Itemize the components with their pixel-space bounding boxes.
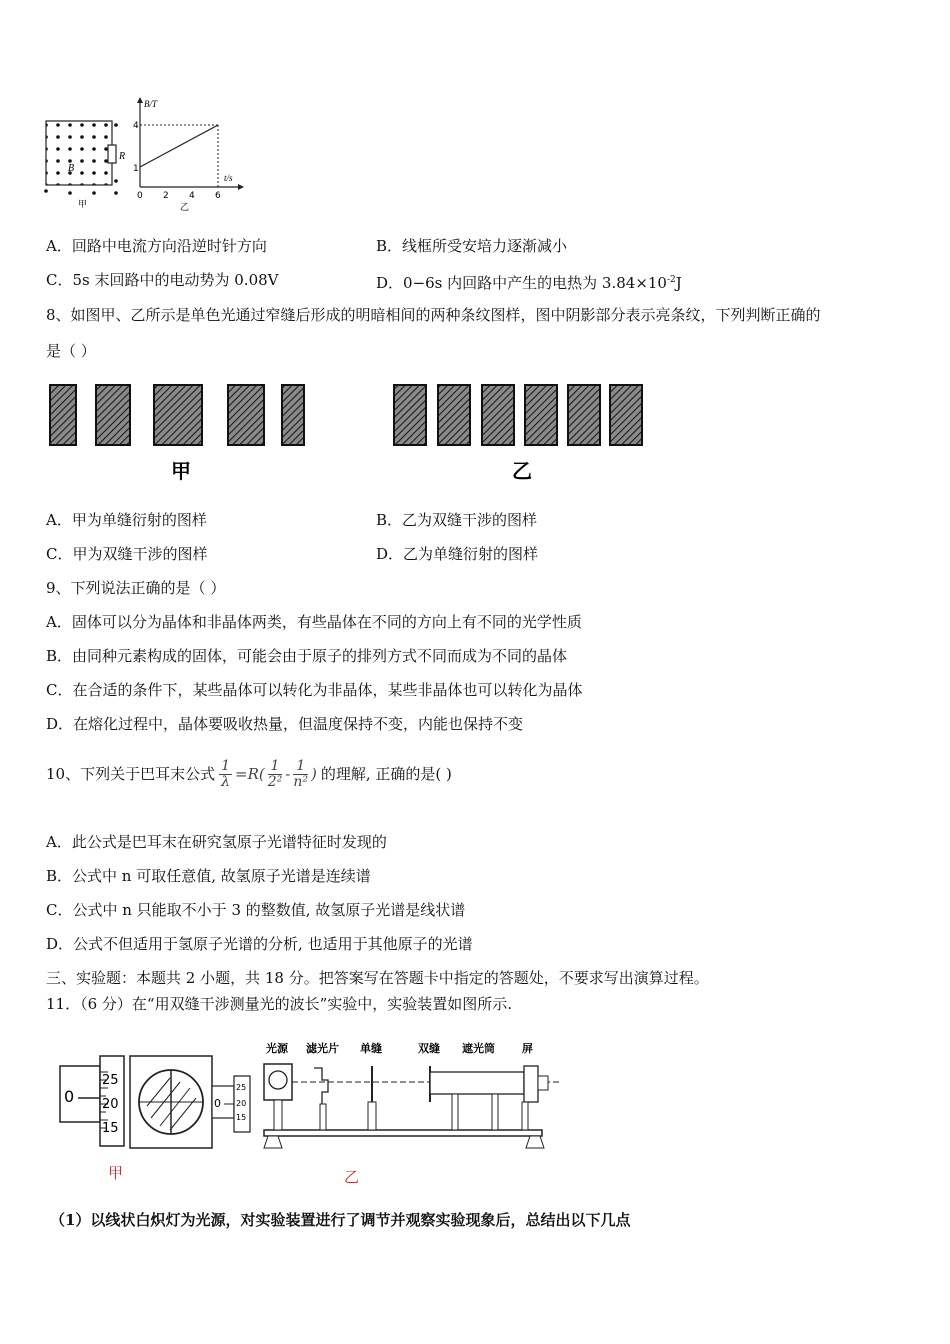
q10-stem-suffix: 的理解, 正确的是( )	[320, 765, 452, 783]
x-tick-2: 2	[163, 191, 169, 201]
q10-option-b: B．公式中 n 可取任意值, 故氢原子光谱是连续谱	[46, 867, 371, 885]
q9-option-a: A．固体可以分为晶体和非晶体两类，有些晶体在不同的方向上有不同的光学性质	[46, 613, 582, 631]
q11-part1: （1）以线状白炽灯为光源，对实验装置进行了调节并观察实验现象后，总结出以下几点	[50, 1211, 631, 1229]
fringe-jia-1	[50, 385, 76, 445]
q7-option-d	[376, 270, 682, 293]
q7-figure	[40, 95, 260, 215]
q9-stem: 9、下列说法正确的是（ ）	[46, 579, 226, 597]
b-t-line	[140, 125, 218, 167]
q11-figure	[52, 1036, 572, 1196]
gauge-small-tick-20: 20	[236, 1099, 247, 1108]
q7-option-d-exp: -2	[666, 275, 676, 285]
optical-bench	[264, 1130, 542, 1136]
gauge-big-tick-25: 25	[102, 1073, 119, 1088]
q7-option-d-text: D．0−6s 内回路中产生的电热为 3.84×10	[376, 274, 667, 292]
gauge-small-tick-25: 25	[236, 1083, 247, 1092]
q8-left-label: 甲	[171, 459, 191, 483]
q10-option-d: D．公式不但适用于氢原子光谱的分析, 也适用于其他原子的光谱	[46, 935, 473, 953]
q8-option-a: A．甲为单缝衍射的图样	[46, 511, 207, 529]
q9-option-d: D．在熔化过程中，晶体要吸收热量，但温度保持不变，内能也保持不变	[46, 715, 524, 733]
balmer-formula	[219, 752, 317, 796]
formula-term2: $\frac{1}{\text{n²}}$	[293, 757, 308, 790]
x-tick-4: 4	[189, 191, 195, 201]
formula-close: )	[310, 765, 317, 783]
q10-stem	[46, 752, 452, 796]
fringe-jia-2	[96, 385, 130, 445]
gauge-small-tick-15: 15	[236, 1113, 247, 1122]
gauge-big-zero: 0	[64, 1087, 75, 1106]
q10-stem-prefix: 10、下列关于巴耳末公式	[46, 765, 216, 783]
formula-lhs: $\frac{1}{\lambda}$	[221, 757, 231, 790]
formula-eq: =R(	[235, 765, 265, 783]
fringe-yi-5	[568, 385, 600, 445]
fringe-yi-3	[482, 385, 514, 445]
x-tick-0: 0	[137, 191, 143, 201]
x-axis-label: t/s	[224, 173, 233, 183]
q9-option-c: C．在合适的条件下，某些晶体可以转化为非晶体，某些非晶体也可以转化为晶体	[46, 681, 583, 699]
coil-frame	[46, 121, 112, 185]
q8-figure	[44, 378, 654, 488]
gauge-small-zero: 0	[214, 1097, 221, 1110]
q7-right-label: 乙	[180, 203, 190, 213]
fringe-yi-6	[610, 385, 642, 445]
q8-option-c: C．甲为双缝干涉的图样	[46, 545, 208, 563]
q8-option-d: D．乙为单缝衍射的图样	[376, 545, 539, 563]
label-light-source: 光源	[266, 1042, 288, 1055]
q7-option-b: B．线框所受安培力逐渐减小	[376, 237, 568, 255]
resistor	[108, 145, 116, 163]
label-screen: 屏	[522, 1042, 533, 1055]
label-single-slit: 单缝	[360, 1042, 382, 1055]
q8-stem-line2: 是（ ）	[46, 342, 96, 360]
q10-option-a: A．此公式是巴耳末在研究氢原子光谱特征时发现的	[46, 833, 387, 851]
x-tick-6: 6	[215, 191, 221, 201]
gauge-big-tick-15: 15	[102, 1121, 119, 1136]
field-label: B	[68, 163, 75, 174]
resistor-label: R	[119, 151, 126, 162]
y-tick-4: 4	[133, 121, 139, 131]
fringe-jia-4	[228, 385, 264, 445]
fringe-jia-5	[282, 385, 304, 445]
formula-term1: $\frac{1}{\text{2²}}$	[267, 757, 283, 790]
label-light-tube: 遮光筒	[462, 1042, 495, 1055]
q8-option-b: B．乙为双缝干涉的图样	[376, 511, 538, 529]
q10-option-c: C．公式中 n 只能取不小于 3 的整数值, 故氢原子光谱是线状谱	[46, 901, 466, 919]
formula-minus: -	[285, 765, 291, 783]
q8-right-label: 乙	[512, 459, 532, 483]
q11-left-label: 甲	[108, 1164, 124, 1182]
q11-stem: 11．（6 分）在“用双缝干涉测量光的波长”实验中，实验装置如图所示.	[46, 995, 513, 1013]
q7-option-c: C．5s 末回路中的电动势为 0.08V	[46, 271, 279, 289]
y-tick-1: 1	[133, 164, 139, 174]
q9-option-b: B．由同种元素构成的固体，可能会由于原子的排列方式不同而成为不同的晶体	[46, 647, 568, 665]
fringe-yi-4	[525, 385, 557, 445]
screen	[524, 1066, 538, 1102]
label-filter: 滤光片	[306, 1042, 339, 1055]
q7-option-d-unit: J	[675, 274, 682, 292]
q7-option-a: A．回路中电流方向沿逆时针方向	[46, 237, 267, 255]
q11-right-label: 乙	[344, 1168, 360, 1186]
q7-left-label: 甲	[78, 200, 88, 210]
gauge-big-tick-20: 20	[102, 1097, 119, 1112]
fringe-yi-2	[438, 385, 470, 445]
label-double-slit: 双缝	[418, 1042, 440, 1055]
light-tube	[430, 1072, 524, 1094]
fringe-yi-1	[394, 385, 426, 445]
y-axis-label: B/T	[144, 99, 158, 109]
q8-stem-line1: 8、如图甲、乙所示是单色光通过窄缝后形成的明暗相间的两种条纹图样，图中阴影部分表示亮条纹，下列判断正确的	[46, 306, 821, 324]
section3-heading: 三、实验题：本题共 2 小题，共 18 分。把答案写在答题卡中指定的答题处，不要求写出演算过程。	[46, 969, 709, 987]
fringe-jia-3	[154, 385, 202, 445]
